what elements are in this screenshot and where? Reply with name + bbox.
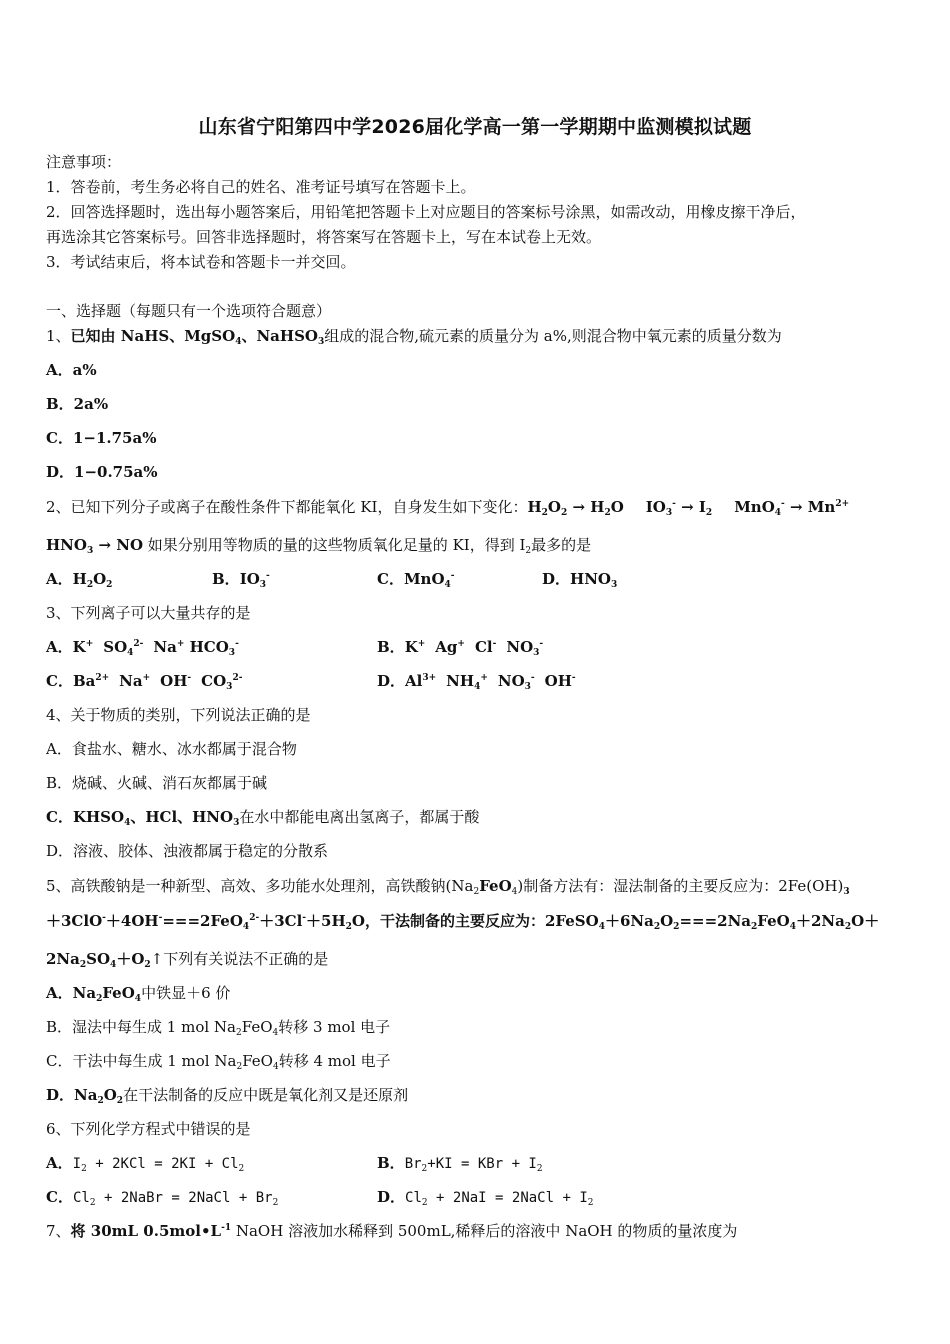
q6-option-d: D．$Cl_2 + 2NaI$ = 2NaCl + $I_2$ (377, 1188, 594, 1208)
notice-item-2b: 再选涂其它答案标号。回答非选择题时，将答案写在答题卡上，写在本试卷上无效。 (46, 228, 602, 246)
notice-heading: 注意事项： (46, 153, 122, 171)
q1-option-c: C．1−1.75a% (46, 429, 157, 447)
question-5-line-2: $+3ClO^-+4OH^-===2FeO_4^{2-}+3Cl^-+5H_2O$，干法制备的主要反应为：$2FeSO_4+6Na_2O_2===2Na_2FeO_4+2Na_2O+$ (46, 912, 880, 932)
q3-option-c: C．$Ba^{2+}$ Na+ OH- $CO_3^{2-}$ (46, 672, 243, 692)
question-6: 6、下列化学方程式中错误的是 (46, 1120, 251, 1138)
q2-option-b: B．$IO_3^-$ (212, 570, 270, 590)
section-heading: 一、选择题（每题只有一个选项符合题意） (46, 302, 332, 320)
q5-option-a: A．$Na_2FeO_4$中铁显＋6 价 (46, 984, 231, 1004)
q3-option-d: D．$Al^{3+}$ $NH_4^+$ $NO_3^-$ OH- (377, 672, 576, 692)
question-1: 1、已知由 NaHS、MgSO$_4$、NaHSO$_3$组成的混合物,硫元素的质量分为 a%,则混合物中氧元素的质量分数为 (46, 327, 782, 347)
q4-option-a: A．食盐水、糖水、冰水都属于混合物 (46, 740, 297, 758)
q3-option-b: B．K+ Ag+ Cl- $NO_3^-$ (377, 638, 544, 658)
question-5-line-3: $2Na_2SO_4+O_2↑$下列有关说法不正确的是 (46, 950, 329, 970)
q6-option-a: A．$I_2 + 2KCl = 2KI + Cl_2$ (46, 1154, 245, 1174)
q1-option-d: D．1−0.75a% (46, 463, 158, 481)
q5-option-b: B．湿法中每生成 1 mol $Na_2FeO_4$转移 3 mol 电子 (46, 1018, 391, 1038)
q2-option-a: A．$H_2O_2$ (46, 570, 113, 590)
q6-option-c: C．$Cl_2$ + 2NaBr = 2NaCl + $Br_2$ (46, 1188, 279, 1208)
q6-option-b: B．$Br_2+KI$ = KBr + $I_2$ (377, 1154, 543, 1174)
q4-option-d: D．溶液、胶体、浊液都属于稳定的分散系 (46, 842, 329, 860)
q5-option-c: C．干法中每生成 1 mol $Na_2FeO_4$转移 4 mol 电子 (46, 1052, 391, 1072)
notice-item-2a: 2．回答选择题时，选出每小题答案后，用铅笔把答题卡上对应题目的答案标号涂黑，如需改动，用橡皮擦干净后， (46, 203, 806, 221)
question-2: 2、已知下列分子或离子在酸性条件下都能氧化 KI，自身发生如下变化：$H_2O_2 \to H_2O$ $IO_3^- \to I_2$ $MnO_4^- \to Mn^{2+}$ (46, 498, 850, 518)
question-2-line-2: $HNO_3$ → NO 如果分别用等物质的量的这些物质氧化足量的 KI，得到 $I_2$最多的是 (46, 536, 592, 556)
q2-option-c: C．MnO$_4$- (377, 570, 455, 590)
question-5: 5、高铁酸钠是一种新型、高效、多功能水处理剂，高铁酸钠$(Na_2FeO_4)$制备方法有：湿法制备的主要反应为：$2Fe(OH)_3$ (46, 877, 850, 897)
notice-item-1: 1．答卷前，考生务必将自己的姓名、准考证号填写在答题卡上。 (46, 178, 476, 196)
page-title: 山东省宁阳第四中学2026届化学高一第一学期期中监测模拟试题 (198, 116, 752, 138)
question-7: 7、将 30mL $0.5mol•L^{-1}$ NaOH 溶液加水稀释到 500mL,稀释后的溶液中 NaOH 的物质的量浓度为 (46, 1222, 738, 1240)
q4-option-c: C．$KHSO_4$、HCl、$HNO_3$在水中都能电离出氢离子，都属于酸 (46, 808, 480, 828)
question-3: 3、下列离子可以大量共存的是 (46, 604, 251, 622)
q1-option-a: A．a% (46, 361, 97, 379)
question-4: 4、关于物质的类别，下列说法正确的是 (46, 706, 311, 724)
q4-option-b: B．烧碱、火碱、消石灰都属于碱 (46, 774, 268, 792)
q3-option-a: A．K+ $SO_4^{2-}$ Na+ $HCO_3^-$ (46, 638, 239, 658)
q1-option-b: B．2a% (46, 395, 109, 413)
notice-item-3: 3．考试结束后，将本试卷和答题卡一并交回。 (46, 253, 356, 271)
q2-option-d: D．$HNO_3$ (542, 570, 618, 590)
q5-option-d: D．$Na_2O_2$在干法制备的反应中既是氧化剂又是还原剂 (46, 1086, 409, 1106)
